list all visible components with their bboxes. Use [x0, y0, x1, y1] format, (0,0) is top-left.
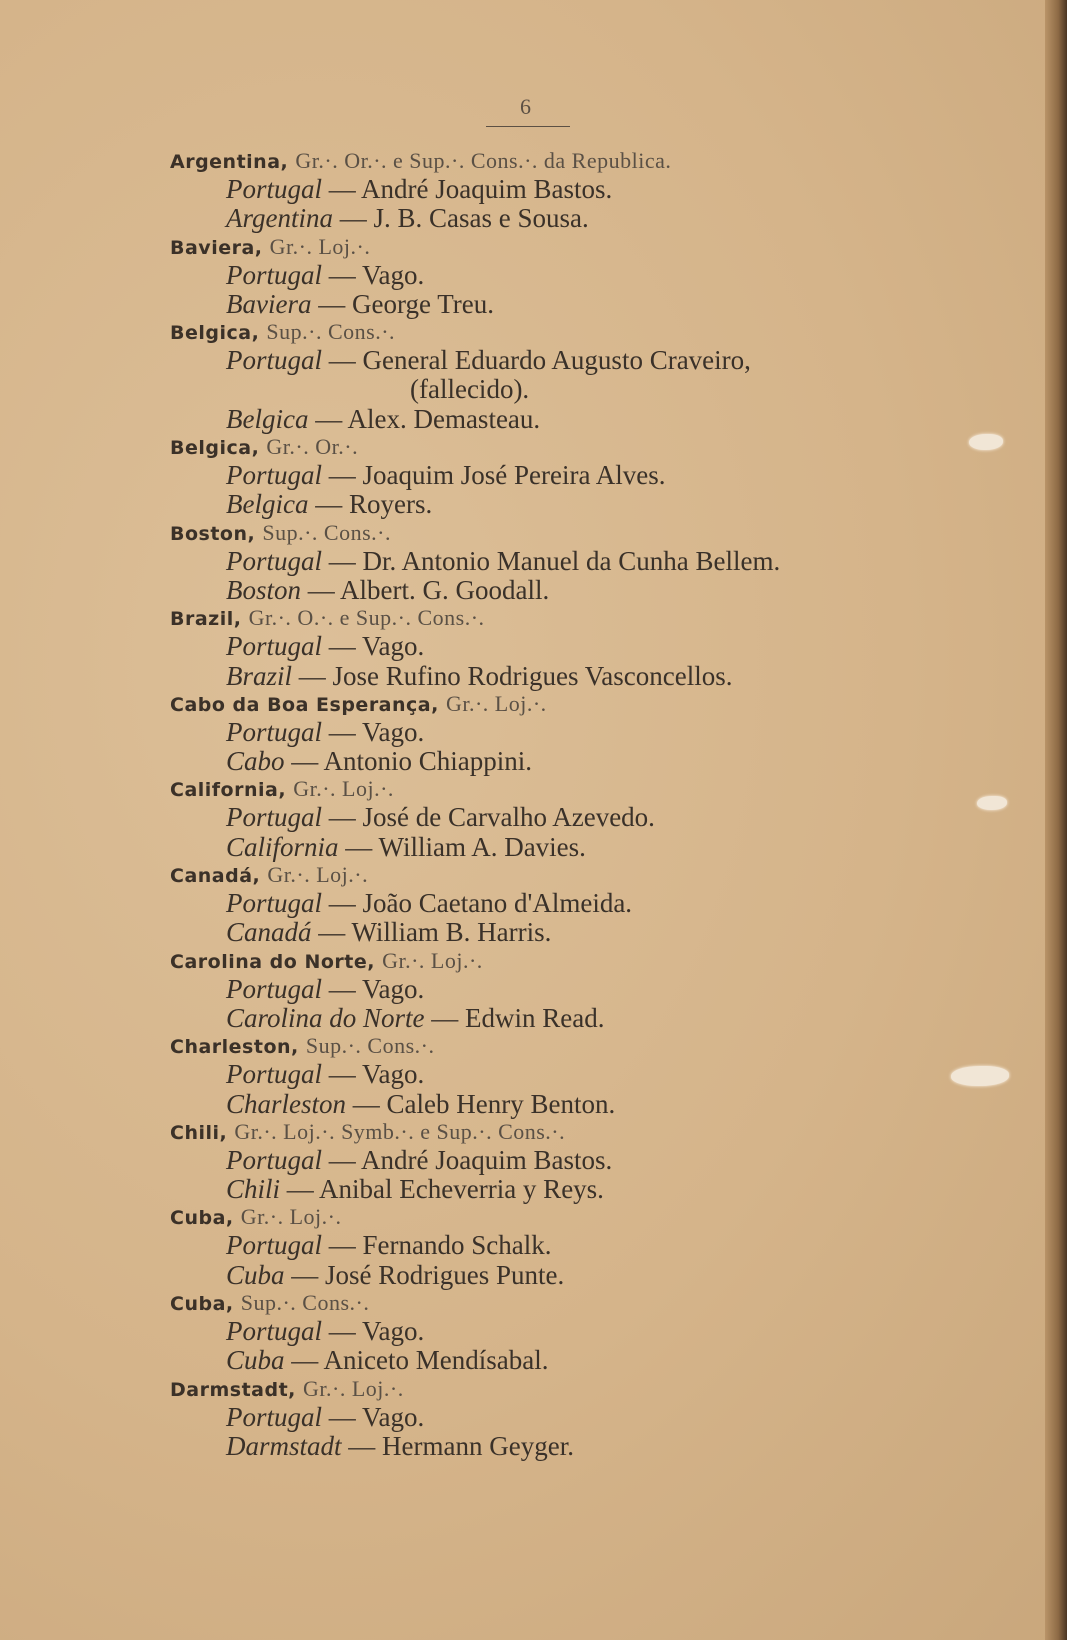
- representing-body: Brazil: [226, 660, 293, 691]
- country-name: Cabo da Boa Esperança,: [170, 693, 439, 716]
- representative-name: Aniceto Mendísabal.: [323, 1345, 549, 1376]
- representative-line: Portugal — João Caetano d'Almeida.: [226, 888, 633, 919]
- representative-name: Dr. Antonio Manuel da Cunha Bellem.: [362, 545, 781, 576]
- representative-name: José de Carvalho Azevedo.: [362, 802, 655, 833]
- representative-name: Vago.: [362, 973, 425, 1004]
- obedience-heading: [170, 1376, 1030, 1403]
- list-item: [170, 1204, 1030, 1290]
- list-item: [170, 520, 1030, 606]
- country-name: Cuba,: [170, 1293, 234, 1316]
- representing-body: Portugal: [226, 1316, 323, 1347]
- representative-name: Vago.: [362, 716, 425, 747]
- country-name: Belgica,: [170, 322, 260, 345]
- obedience-heading: [170, 862, 1030, 889]
- representative-name: Vago.: [362, 259, 425, 290]
- list-item: [170, 148, 1030, 234]
- body-grade: Gr.·. Loj.·.: [240, 1204, 342, 1230]
- representing-body: Portugal: [226, 888, 323, 919]
- representing-body: Baviera: [226, 288, 312, 319]
- list-item: [170, 434, 1030, 520]
- representing-body: Portugal: [226, 545, 323, 576]
- representative-line: Portugal — Vago.: [226, 631, 425, 662]
- representative-name: Fernando Schalk.: [362, 1230, 552, 1261]
- representative-line: Argentina — J. B. Casas e Sousa.: [226, 203, 589, 234]
- representing-body: Chili: [226, 1174, 281, 1205]
- body-grade: Gr.·. Loj.·.: [303, 1375, 404, 1401]
- representative-line: Cuba — José Rodrigues Punte.: [226, 1259, 565, 1290]
- representative-line: Portugal — Vago.: [226, 1316, 425, 1347]
- representative-name: William B. Harris.: [351, 917, 552, 948]
- representative-name: William A. Davies.: [378, 831, 586, 862]
- list-item: [170, 605, 1030, 691]
- representative-name: J. B. Casas e Sousa.: [373, 203, 589, 234]
- representative-line: Darmstadt — Hermann Geyger.: [226, 1430, 574, 1461]
- representative-name: André Joaquim Bastos.: [361, 1144, 613, 1175]
- representative-line: Cuba — Aniceto Mendísabal.: [226, 1345, 549, 1376]
- page-edge: [1045, 0, 1067, 1640]
- representing-body: Portugal: [226, 1059, 323, 1090]
- list-item: [170, 691, 1030, 777]
- representative-name: Vago.: [362, 1401, 425, 1432]
- list-item: [170, 1119, 1030, 1205]
- body-grade: Gr.·. Loj.·.: [445, 690, 547, 716]
- representing-body: Charleston: [226, 1088, 347, 1119]
- page-number-rule: [486, 126, 570, 127]
- representative-name: Albert. G. Goodall.: [340, 574, 550, 605]
- body-grade: Gr.·. Loj.·.: [269, 233, 371, 259]
- representing-body: California: [226, 831, 339, 862]
- representative-line: Baviera — George Treu.: [226, 288, 494, 319]
- representative-line: Portugal — Vago.: [226, 716, 425, 747]
- representative-line: Charleston — Caleb Henry Benton.: [226, 1088, 616, 1119]
- representing-body: Portugal: [226, 716, 323, 747]
- representative-name: André Joaquim Bastos.: [361, 174, 613, 204]
- representing-body: Belgica: [226, 403, 309, 434]
- body-grade: Gr.·. O.·. e Sup.·. Cons.·.: [248, 605, 485, 631]
- body-grade: Sup.·. Cons.·.: [240, 1290, 370, 1316]
- representative-line: Portugal — Vago.: [226, 973, 425, 1004]
- country-name: Belgica,: [170, 437, 260, 460]
- obedience-heading: [170, 605, 1030, 632]
- representing-body: Portugal: [226, 174, 323, 204]
- representative-line: Canadá — William B. Harris.: [226, 917, 552, 948]
- representative-line: Portugal — General Eduardo Augusto Craveiro,: [226, 345, 751, 376]
- representing-body: Portugal: [226, 1230, 323, 1261]
- representative-line: Portugal — Vago.: [226, 1401, 425, 1432]
- obedience-heading: [170, 1119, 1030, 1146]
- representative-line: Portugal — José de Carvalho Azevedo.: [226, 802, 655, 833]
- representative-name: Vago.: [362, 1316, 425, 1347]
- country-name: Cuba,: [170, 1207, 234, 1230]
- representing-body: Portugal: [226, 1144, 323, 1175]
- list-item: [170, 319, 1030, 434]
- representing-body: Portugal: [226, 1401, 323, 1432]
- representative-name: Edwin Read.: [465, 1002, 605, 1033]
- representative-name: João Caetano d'Almeida.: [362, 888, 633, 919]
- list-item: [170, 1376, 1030, 1462]
- representative-name: Royers.: [348, 489, 433, 520]
- representative-line: Brazil — Jose Rufino Rodrigues Vasconcellos.: [226, 660, 733, 691]
- representatives-list: [170, 148, 1030, 1461]
- body-grade: Gr.·. Loj.·.: [382, 947, 483, 973]
- obedience-heading: [170, 948, 1030, 975]
- representing-body: Portugal: [226, 802, 323, 833]
- list-item: [170, 234, 1030, 320]
- representative-note: (fallecido).: [410, 374, 530, 405]
- country-name: Boston,: [170, 522, 256, 545]
- obedience-heading: [170, 234, 1030, 261]
- obedience-heading: [170, 148, 1030, 175]
- country-name: Brazil,: [170, 608, 242, 631]
- body-grade: Sup.·. Cons.·.: [266, 319, 396, 345]
- country-name: Chili,: [170, 1121, 228, 1144]
- list-item: [170, 948, 1030, 1034]
- representative-name: Caleb Henry Benton.: [386, 1088, 616, 1119]
- country-name: Darmstadt,: [170, 1378, 296, 1401]
- body-grade: Sup.·. Cons.·.: [262, 519, 391, 545]
- representative-name: General Eduardo Augusto Craveiro,: [362, 345, 751, 376]
- country-name: California,: [170, 779, 287, 802]
- representing-body: Darmstadt: [226, 1430, 342, 1461]
- representative-line: Portugal — André Joaquim Bastos.: [226, 174, 613, 204]
- representative-line: Belgica — Royers.: [226, 489, 433, 520]
- representing-body: Portugal: [226, 973, 323, 1004]
- representing-body: Portugal: [226, 345, 323, 376]
- representing-body: Boston: [226, 574, 302, 605]
- obedience-heading: [170, 691, 1030, 718]
- obedience-heading: [170, 1204, 1030, 1231]
- obedience-heading: [170, 520, 1030, 547]
- representative-name: Hermann Geyger.: [382, 1430, 574, 1461]
- representative-line: Belgica — Alex. Demasteau.: [226, 403, 541, 434]
- body-grade: Gr.·. Or.·. e Sup.·. Cons.·. da Republica.: [295, 148, 672, 173]
- representing-body: Portugal: [226, 259, 323, 290]
- country-name: Canadá,: [170, 865, 261, 888]
- obedience-heading: [170, 776, 1030, 803]
- body-grade: Gr.·. Loj.·.: [267, 862, 369, 888]
- country-name: Baviera,: [170, 236, 263, 259]
- list-item: [170, 1033, 1030, 1119]
- list-item: [170, 1290, 1030, 1376]
- body-grade: Gr.·. Loj.·.: [293, 776, 394, 802]
- representative-line: Chili — Anibal Echeverria y Reys.: [226, 1174, 604, 1205]
- representing-body: Belgica: [226, 489, 309, 520]
- country-name: Argentina,: [170, 151, 289, 173]
- representing-body: Cabo: [226, 746, 285, 777]
- obedience-heading: [170, 1033, 1030, 1060]
- representative-name: Anibal Echeverria y Reys.: [319, 1174, 604, 1205]
- representing-body: Argentina: [226, 203, 333, 234]
- representative-line: Cabo — Antonio Chiappini.: [226, 746, 533, 777]
- representative-line: Portugal — Vago.: [226, 1059, 425, 1090]
- representative-name: Antonio Chiappini.: [323, 746, 533, 777]
- country-name: Carolina do Norte,: [170, 950, 375, 973]
- list-item: [170, 776, 1030, 862]
- representative-line: California — William A. Davies.: [226, 831, 586, 862]
- representing-body: Carolina do Norte: [226, 1002, 425, 1033]
- representative-name: José Rodrigues Punte.: [325, 1259, 565, 1290]
- representative-line: Portugal — André Joaquim Bastos.: [226, 1144, 613, 1175]
- obedience-heading: [170, 319, 1030, 346]
- representative-name: Jose Rufino Rodrigues Vasconcellos.: [332, 660, 733, 691]
- representing-body: Portugal: [226, 460, 323, 491]
- representative-line: Carolina do Norte — Edwin Read.: [226, 1002, 605, 1033]
- representing-body: Cuba: [226, 1259, 285, 1290]
- representative-line: Portugal — Dr. Antonio Manuel da Cunha Bellem.: [226, 545, 781, 576]
- representative-name: Vago.: [362, 1059, 425, 1090]
- representing-body: Cuba: [226, 1345, 285, 1376]
- obedience-heading: [170, 434, 1030, 461]
- country-name: Charleston,: [170, 1036, 299, 1059]
- representative-line: Portugal — Vago.: [226, 259, 425, 290]
- representative-line: Boston — Albert. G. Goodall.: [226, 574, 550, 605]
- representative-line: Portugal — Joaquim José Pereira Alves.: [226, 460, 666, 491]
- representative-name: George Treu.: [351, 288, 494, 319]
- representative-name: Alex. Demasteau.: [347, 403, 541, 434]
- body-grade: Gr.·. Loj.·. Symb.·. e Sup.·. Cons.·.: [234, 1118, 566, 1144]
- representative-name: Joaquim José Pereira Alves.: [362, 460, 666, 491]
- body-grade: Gr.·. Or.·.: [266, 434, 359, 460]
- representing-body: Canadá: [226, 917, 312, 948]
- page-number: 6: [520, 94, 531, 119]
- body-grade: Sup.·. Cons.·.: [305, 1033, 435, 1059]
- representing-body: Portugal: [226, 631, 323, 662]
- representative-line: Portugal — Fernando Schalk.: [226, 1230, 552, 1261]
- list-item: [170, 862, 1030, 948]
- representative-name: Vago.: [362, 631, 425, 662]
- obedience-heading: [170, 1290, 1030, 1317]
